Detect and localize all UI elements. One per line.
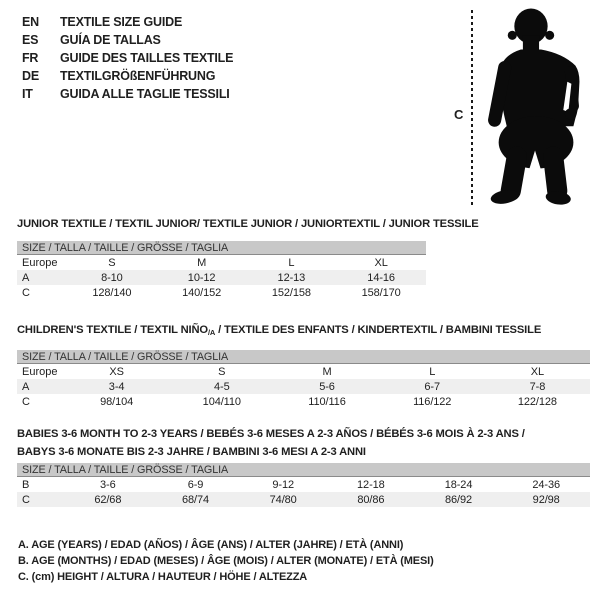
table-row <box>17 255 426 270</box>
size-value: 8-10 <box>101 271 123 284</box>
language-title: TEXTILGRÖßENFÜHRUNG <box>60 69 216 83</box>
size-value: 152/158 <box>271 286 311 299</box>
size-value: 80/86 <box>357 493 385 506</box>
size-value: 7-8 <box>529 380 546 393</box>
table-row <box>17 477 590 492</box>
size-value: S <box>108 256 116 269</box>
size-value: 116/122 <box>413 395 452 408</box>
section-title-line <box>17 443 590 461</box>
height-measure-line <box>471 10 473 206</box>
language-title: TEXTILE SIZE GUIDE <box>60 15 183 29</box>
language-code: EN <box>22 15 39 29</box>
language-code: ES <box>22 33 39 47</box>
section-title-line <box>17 321 590 342</box>
size-header-label: SIZE / TALLA / TAILLE / GRÖSSE / TAGLIA <box>22 350 229 363</box>
language-code: FR <box>22 51 39 65</box>
section-title-line <box>17 215 479 233</box>
title-text: / TEXTILE DES ENFANTS / KINDERTEXTIL / BAMBINI TESSILE <box>215 324 542 336</box>
table-row <box>17 270 426 285</box>
row-label: Europe <box>22 256 58 269</box>
section-children <box>17 321 590 409</box>
size-value: 74/80 <box>269 493 297 506</box>
row-label: B <box>22 478 30 491</box>
section-title <box>17 321 590 342</box>
size-value: 3-6 <box>100 478 116 491</box>
size-value: 24-36 <box>532 478 561 491</box>
size-value: 86/92 <box>445 493 473 506</box>
row-label: A <box>22 380 30 393</box>
section-title <box>17 215 479 233</box>
size-value: 68/74 <box>181 493 210 506</box>
title-text: JUNIOR TEXTILE / TEXTIL JUNIOR/ TEXTILE JUNIOR / JUNIORTEXTIL / JUNIOR TESSILE <box>17 218 479 230</box>
language-row <box>22 85 233 103</box>
size-header-label: SIZE / TALLA / TAILLE / GRÖSSE / TAGLIA <box>22 241 229 254</box>
table-row <box>17 379 590 394</box>
language-title: GUIDA ALLE TAGLIE TESSILI <box>60 87 230 101</box>
size-value: 14-16 <box>367 271 395 284</box>
size-value: 12-13 <box>277 271 306 284</box>
size-value: 4-5 <box>214 380 230 393</box>
size-header-bar <box>17 350 590 364</box>
size-value: 110/116 <box>308 395 346 408</box>
language-row <box>22 31 233 49</box>
size-header-bar <box>17 241 426 255</box>
size-value: 92/98 <box>532 493 560 506</box>
size-value: 18-24 <box>444 478 473 491</box>
size-header-label: SIZE / TALLA / TAILLE / GRÖSSE / TAGLIA <box>22 463 229 476</box>
size-value: XS <box>109 365 124 378</box>
language-row <box>22 49 233 67</box>
legend-notes <box>18 537 434 585</box>
size-value: L <box>288 256 295 269</box>
size-value: 12-18 <box>357 478 385 491</box>
size-value: XL <box>374 256 388 269</box>
row-label: C <box>22 493 30 506</box>
row-label: Europe <box>22 365 58 378</box>
table-row <box>17 364 590 379</box>
table-row <box>17 394 590 409</box>
size-value: 10-12 <box>187 271 216 284</box>
language-code: IT <box>22 87 33 101</box>
size-value: XL <box>530 365 545 378</box>
legend-note: C. (cm) HEIGHT / ALTURA / HAUTEUR / HÖHE / ALTEZZA <box>18 571 308 583</box>
size-value: 158/170 <box>361 286 401 299</box>
title-text: BABIES 3-6 MONTH TO 2-3 YEARS / BEBÉS 3-6 MESES A 2-3 AÑOS / BÉBÉS 3-6 MOIS À 2-3 ANS / <box>17 428 525 440</box>
language-code: DE <box>22 69 39 83</box>
size-value: M <box>322 365 332 378</box>
language-title: GUÍA DE TALLAS <box>60 33 161 47</box>
size-value: 140/152 <box>182 286 222 299</box>
title-subscript: /A <box>207 328 216 337</box>
height-measure-label: C <box>454 107 464 122</box>
size-value: 62/68 <box>94 493 122 506</box>
size-table <box>17 241 426 300</box>
size-value: 98/104 <box>100 395 134 408</box>
size-header-bar <box>17 463 590 477</box>
size-value: 104/110 <box>202 395 241 408</box>
row-label: A <box>22 271 30 284</box>
size-value: 3-4 <box>108 380 125 393</box>
language-row <box>22 13 233 31</box>
size-table <box>17 350 590 409</box>
size-value: 9-12 <box>272 478 294 491</box>
section-title-line <box>17 425 590 443</box>
title-text: CHILDREN'S TEXTILE / TEXTIL NIÑO <box>17 324 208 336</box>
toddler-silhouette-image <box>482 5 584 207</box>
size-value: 6-9 <box>187 478 204 491</box>
table-row <box>17 285 426 300</box>
size-value: 6-7 <box>424 380 441 393</box>
language-title: GUIDE DES TAILLES TEXTILE <box>60 51 234 65</box>
language-row <box>22 67 233 85</box>
legend-note: B. AGE (MONTHS) / EDAD (MESES) / ÂGE (MOIS) / ALTER (MONATE) / ETÀ (MESI) <box>18 555 434 567</box>
size-value: 5-6 <box>319 380 335 393</box>
size-value: L <box>429 365 436 378</box>
section-title <box>17 425 590 461</box>
table-row <box>17 492 590 507</box>
size-value: S <box>218 365 226 378</box>
size-value: 128/140 <box>92 286 132 299</box>
language-list <box>22 13 233 103</box>
row-label: C <box>22 286 30 299</box>
title-text: BABYS 3-6 MONATE BIS 2-3 JAHRE / BAMBINI 3-6 MESI A 2-3 ANNI <box>17 446 366 458</box>
size-table <box>17 463 590 507</box>
size-value: 122/128 <box>517 395 557 408</box>
section-junior <box>17 215 479 300</box>
size-value: M <box>197 256 207 269</box>
section-babies <box>17 425 590 507</box>
legend-note: A. AGE (YEARS) / EDAD (AÑOS) / ÂGE (ANS) / ALTER (JAHRE) / ETÀ (ANNI) <box>18 539 404 551</box>
row-label: C <box>22 395 30 408</box>
